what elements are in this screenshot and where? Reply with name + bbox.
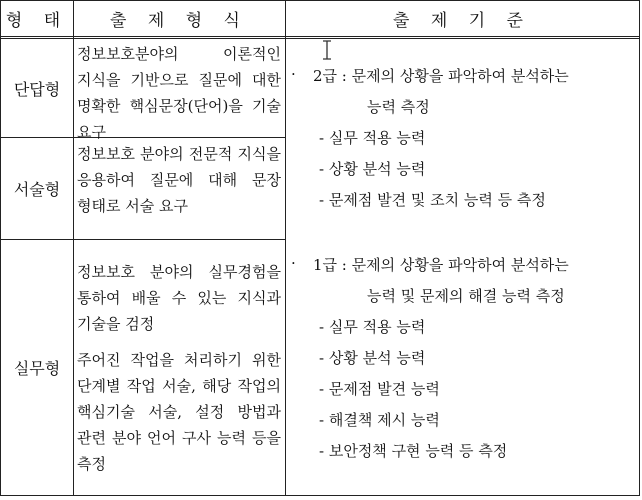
format-essay: 정보보호 분야의 전문적 지식을 응용하여 질문에 대해 문장 형태로 서술 요구 [77, 145, 281, 215]
grade2-item: - 상황 분석 능력 [319, 160, 426, 178]
type-essay: 서술형 [13, 179, 61, 199]
grade1-item: - 문제점 발견 능력 [319, 380, 440, 398]
header-type: 형 태 [1, 1, 73, 39]
grade1-item: - 실무 적용 능력 [319, 318, 426, 336]
grade1-heading-line2: 능력 및 문제의 해결 능력 측정 [367, 287, 565, 305]
grade2-heading-line2: 능력 측정 [367, 98, 430, 116]
format-practical-1: 정보보호 분야의 실무경험을 통하여 배울 수 있는 지식과 기술을 검정 [77, 263, 281, 333]
format-practical-2: 주어진 작업을 처리하기 위한 단계별 작업 서술, 해당 작업의 핵심기술 서술, 설정 방법과 관련 분야 언어 구사 능력 등을 측정 [77, 351, 281, 473]
text-cursor-icon [322, 40, 332, 64]
format-short-answer: 정보보호분야의 이론적인 지식을 기반으로 질문에 대한 명확한 핵심문장(단어)을 기술 요구 [77, 45, 281, 141]
grade2-item: - 실무 적용 능력 [319, 129, 426, 147]
grade2-heading-line1: 2급 : 문제의 상황을 파악하여 분석하는 [313, 67, 569, 85]
column-divider [285, 1, 286, 495]
column-divider [73, 1, 74, 495]
grade1-bullet: · [291, 254, 296, 272]
grade1-heading-line1: 1급 : 문제의 상황을 파악하여 분석하는 [313, 256, 569, 274]
grade1-item: - 상황 분석 능력 [319, 349, 426, 367]
grade2-bullet: · [291, 65, 296, 83]
type-practical: 실무형 [13, 358, 61, 378]
grade2-item: - 문제점 발견 및 조치 능력 등 측정 [319, 191, 546, 209]
grade1-item: - 해결책 제시 능력 [319, 411, 440, 429]
header-format: 출 제 형 식 [73, 1, 285, 39]
type-short-answer: 단답형 [13, 79, 61, 99]
header-criteria: 출 제 기 준 [285, 1, 639, 39]
grade1-item: - 보안정책 구현 능력 등 측정 [319, 442, 508, 460]
